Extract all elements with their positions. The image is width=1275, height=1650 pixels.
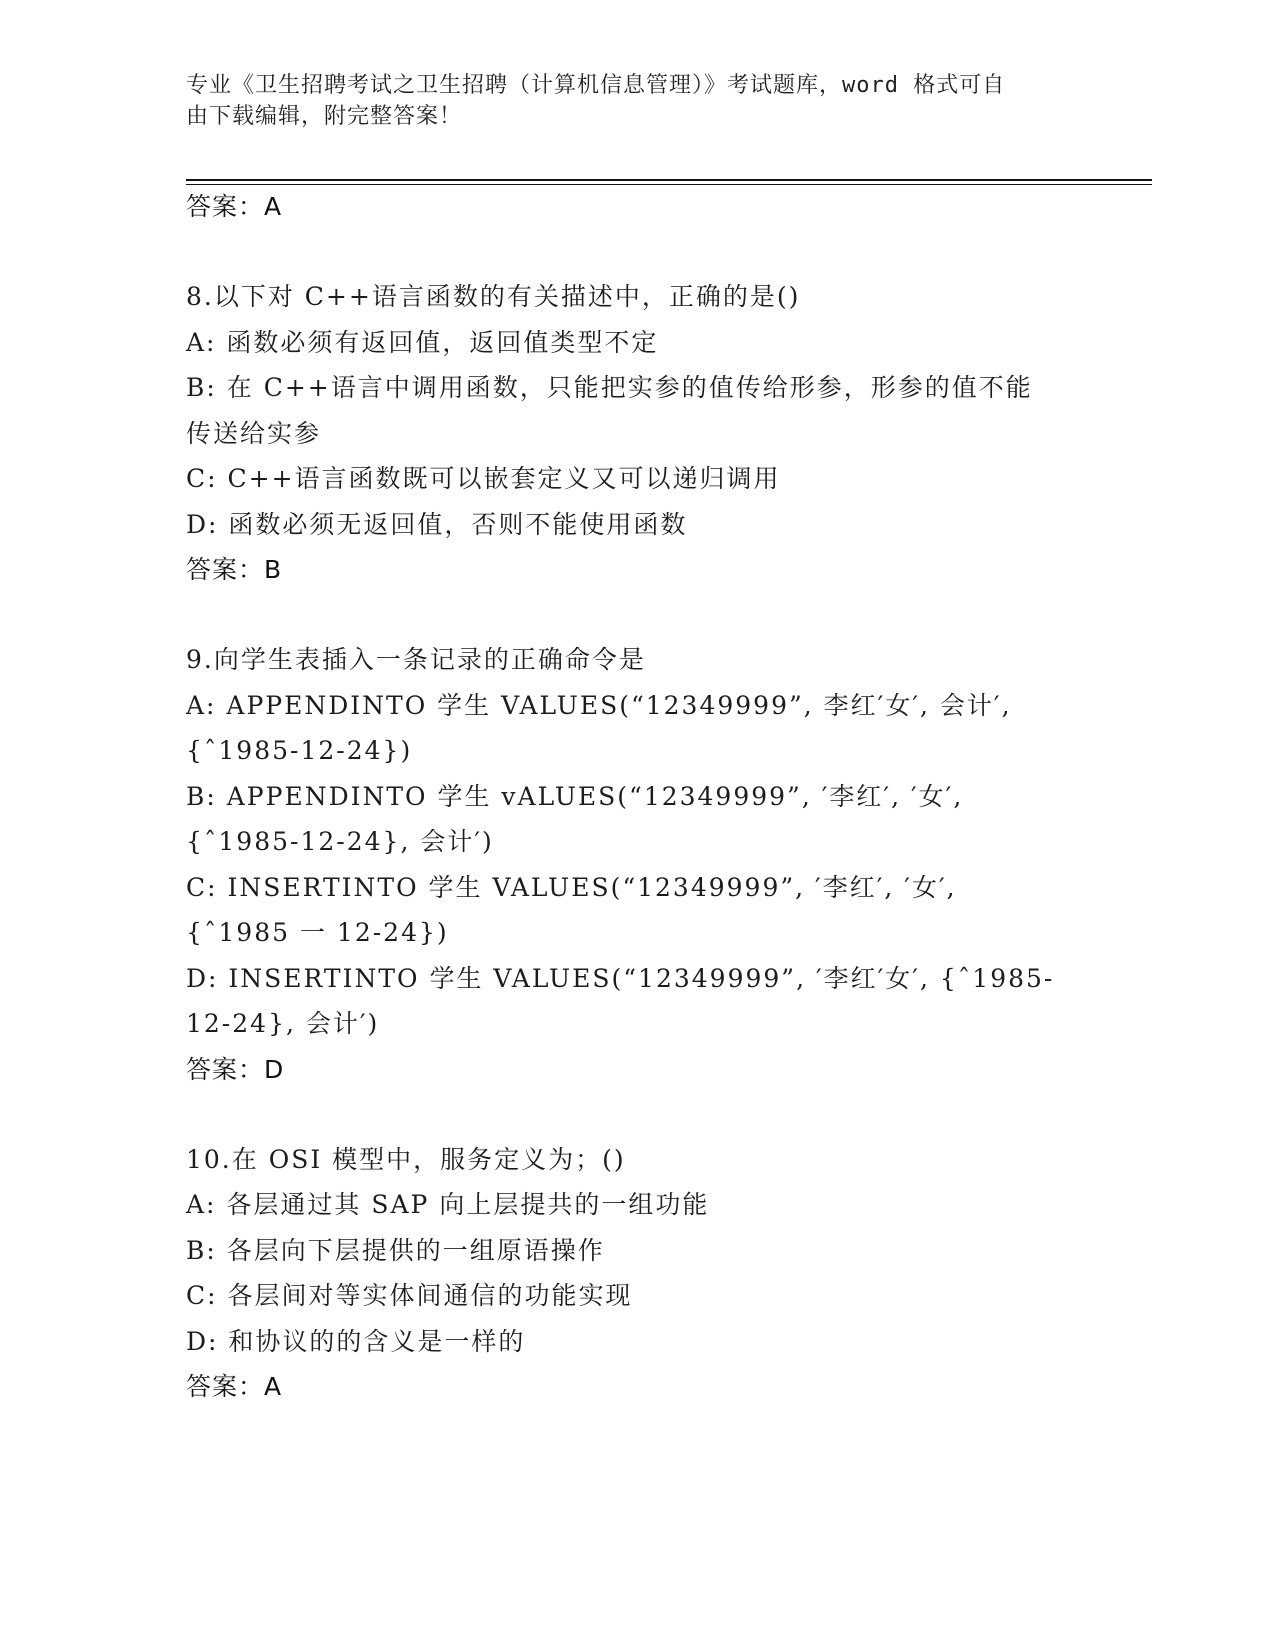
header-line-1: 专业《卫生招聘考试之卫生招聘（计算机信息管理）》考试题库，word 格式可自 [186,73,1006,98]
question-8-answer: 答案：B [186,555,283,584]
question-9-answer: 答案：D [186,1054,285,1084]
header-divider-thick [186,179,1152,181]
question-8-option-a: A: 函数必须有返回值，返回值类型不定 [186,327,659,357]
question-9-option-d: D: INSERTINTO 学生 VALUES(“12349999”, ′李红′女′, {ˆ1985- [186,963,1055,993]
question-8-option-c: C: C++语言函数既可以嵌套定义又可以递归调用 [186,464,781,493]
question-9 [186,637,1086,1092]
question-9-option-d-continued: 12-24}, 会计′) [186,1009,380,1038]
previous-question-answer: 答案：A [186,192,283,221]
question-10-answer: 答案：A [186,1372,283,1401]
question-list [186,184,1086,1409]
question-9-option-a-continued: {ˆ1985-12-24}) [186,736,413,765]
question-8 [186,274,1086,592]
question-10-option-d: D: 和协议的的含义是一样的 [186,1326,526,1356]
question-8-option-d: D: 函数必须无返回值，否则不能使用函数 [186,509,688,539]
question-9-option-a: A: APPENDINTO 学生 VALUES(“12349999”, 李红′女′, 会计′, [186,690,1012,720]
page-header [186,70,1066,132]
question-10 [186,1137,1086,1410]
question-9-option-c: C: INSERTINTO 学生 VALUES(“12349999”, ′李红′, ′女′, [186,872,957,902]
spacer [186,229,1086,274]
question-10-option-b: B: 各层向下层提供的一组原语操作 [186,1235,605,1265]
question-10-option-a: A: 各层通过其 SAP 向上层提共的一组功能 [186,1190,710,1219]
spacer [186,592,1086,637]
question-10-option-c: C: 各层间对等实体间通信的功能实现 [186,1281,633,1310]
question-8-option-b: B: 在 C++语言中调用函数，只能把实参的值传给形参，形参的值不能 [186,373,1033,402]
question-8-option-b-continued: 传送给实参 [186,418,322,448]
spacer [186,1092,1086,1137]
question-9-option-b-continued: {ˆ1985-12-24}, 会计′) [186,827,494,856]
question-9-option-c-continued: {ˆ1985 一 12-24}) [186,918,449,947]
question-9-stem: 9.向学生表插入一条记录的正确命令是 [186,645,646,674]
question-10-stem: 10.在 OSI 模型中，服务定义为；() [186,1144,626,1174]
question-9-option-b: B: APPENDINTO 学生 vALUES(“12349999”, ′李红′, ′女′, [186,781,964,811]
header-line-2: 由下载编辑，附完整答案！ [186,104,463,129]
question-8-stem: 8.以下对 C++语言函数的有关描述中，正确的是() [186,282,801,311]
